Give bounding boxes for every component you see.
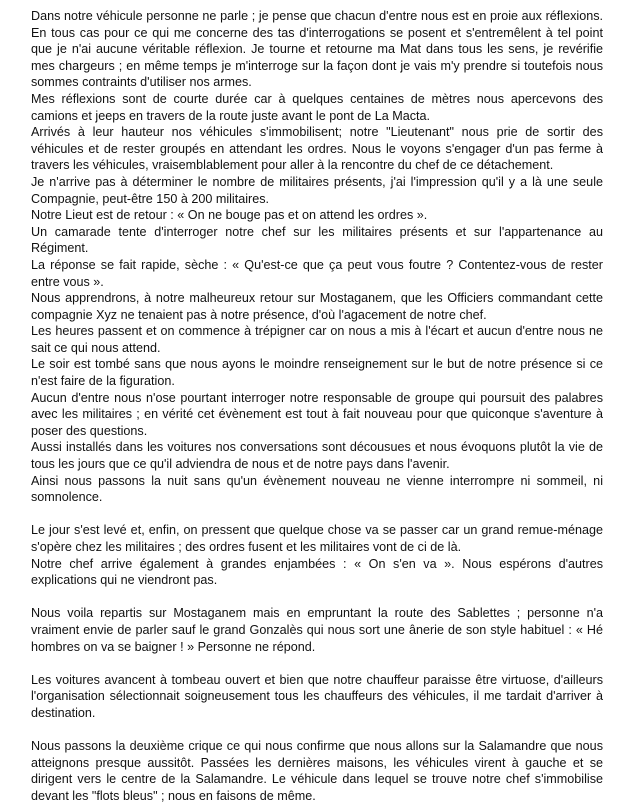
paragraph: Le soir est tombé sans que nous ayons le moindre renseignement sur le but de notre présence si ce n'est faire de la figuration. xyxy=(31,357,603,389)
paragraph: Dans notre véhicule personne ne parle ; je pense que chacun d'entre nous est en proie aux réflexions. En tous cas pour ce qui me concerne des tas d'interrogations se posent et s'entremêlent à tel point que je n'ai aucune véritable réflexion. Je tourne et retourne ma Mat dans tous les sens, je revérifie mes chargeurs ; en même temps je m'interroge sur la façon dont je vais m'y prendre si toutefois nous sommes contraints d'utiliser nos armes. xyxy=(31,9,603,90)
paragraph: Nous voila repartis sur Mostaganem mais en empruntant la route des Sablettes ; personne n'a vraiment envie de parler sauf le grand Gonzalès qui nous sort une ânerie de son style habituel : « Hé hombres on va se baigner ! » Personne ne répond. xyxy=(31,606,603,654)
document-page xyxy=(31,8,603,805)
paragraph: Un camarade tente d'interroger notre chef sur les militaires présents et sur l'appartenance au Régiment. xyxy=(31,224,603,256)
paragraph: Mes réflexions sont de courte durée car à quelques centaines de mètres nous apercevons des camions et jeeps en travers de la route juste avant le pont de La Macta. xyxy=(31,91,603,123)
paragraph: Nous passons la deuxième crique ce qui nous confirme que nous allons sur la Salamandre que nous atteignons presque aussitôt. Passées les dernières maisons, les véhicules virent à gauche et se dirigent vers le centre de la Salamandre. Le véhicule dans lequel se trouve notre chef s'immobilise devant les "flots bleus" ; nous en faisons de même. xyxy=(31,739,603,803)
paragraph: Notre chef arrive également à grandes enjambées : « On s'en va ». Nous espérons d'autres explications qui ne viendront pas. xyxy=(31,556,603,588)
paragraph: La réponse se fait rapide, sèche : « Qu'est-ce que ça peut vous foutre ? Contentez-vous de rester entre vous ». xyxy=(31,257,603,289)
paragraph: Aussi installés dans les voitures nos conversations sont décousues et nous évoquons plutôt la vie de tous les jours que ce qu'il adviendra de nous et de notre pays dans l'avenir. xyxy=(31,440,603,472)
paragraph: Nous apprendrons, à notre malheureux retour sur Mostaganem, que les Officiers commandant cette compagnie Xyz ne tenaient pas à notre présence, d'où l'agacement de notre chef. xyxy=(31,291,603,322)
paragraph: Arrivés à leur hauteur nos véhicules s'immobilisent; notre "Lieutenant" nous prie de sortir des véhicules et de rester groupés en attendant les ordres. Nous le voyons s'engager d'un pas ferme à travers les véhicules, vraisemblablement pour aller à la rencontre du chef de ce détachement. xyxy=(31,125,603,173)
paragraph: Aucun d'entre nous n'ose pourtant interroger notre responsable de groupe qui poursuit des palabres avec les militaires ; en vérité cet évènement est tout à fait nouveau pour que quiconque s'aventure à poser des questions. xyxy=(31,390,603,438)
paragraph: Les heures passent et on commence à trépigner car on nous a mis à l'écart et aucun d'entre nous ne sait ce qui nous attend. xyxy=(31,324,603,355)
paragraph: Les voitures avancent à tombeau ouvert et bien que notre chauffeur paraisse être virtuose, d'ailleurs l'organisation sélectionnait soigneusement tous les chauffeurs des véhicules, il me tardait d'arriver à destination. xyxy=(31,672,603,720)
paragraph: Je n'arrive pas à déterminer le nombre de militaires présents, j'ai l'impression qu'il y a là une seule Compagnie, peut-être 150 à 200 militaires. xyxy=(31,174,603,206)
paragraph: Notre Lieut est de retour : « On ne bouge pas et on attend les ordres ». xyxy=(31,208,428,223)
paragraph: Ainsi nous passons la nuit sans qu'un évènement nouveau ne vienne interrompre ni sommeil, ni somnolence. xyxy=(31,473,603,505)
paragraph: Le jour s'est levé et, enfin, on pressent que quelque chose va se passer car un grand remue-ménage s'opère chez les militaires ; des ordres fusent et les militaires vont de ci de là. xyxy=(31,523,603,554)
